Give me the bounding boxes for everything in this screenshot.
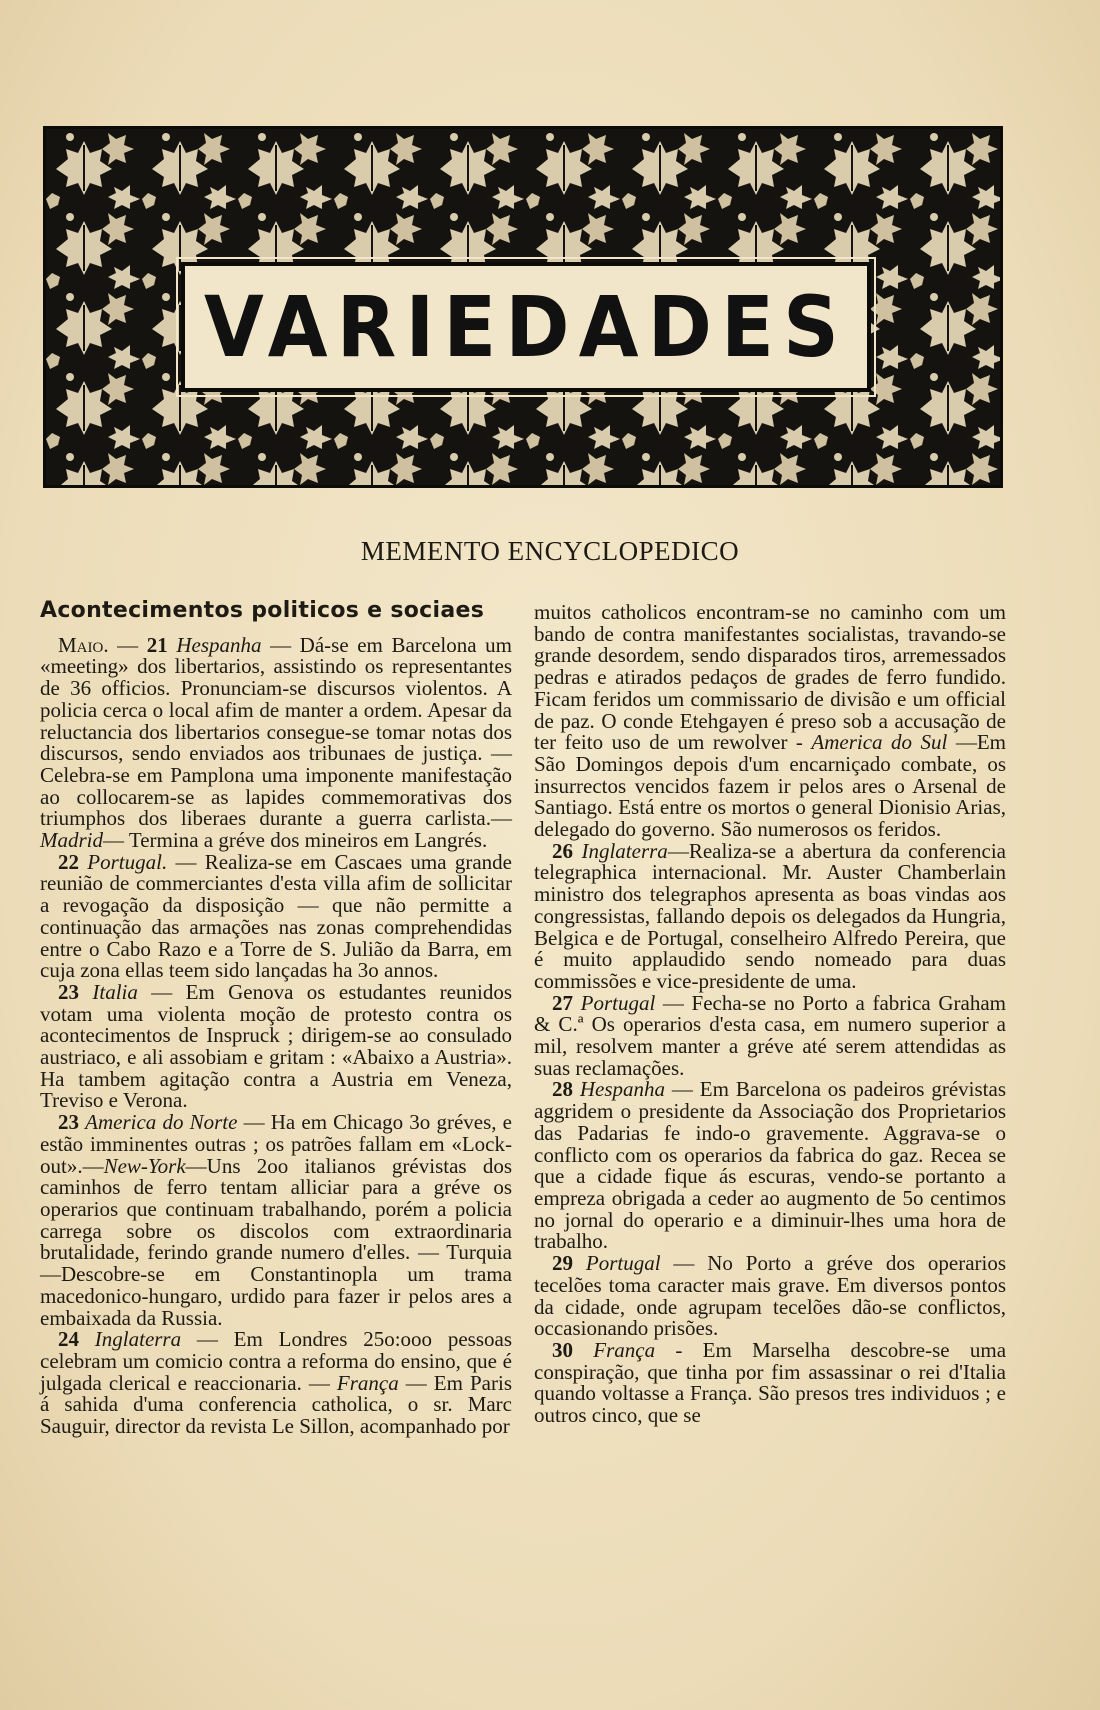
news-entry xyxy=(534,990,1007,1080)
entry-text: — Termina a gréve dos mineiros em Langrés. xyxy=(103,828,488,853)
entry-day: 23 xyxy=(58,979,93,1004)
news-entry xyxy=(534,1337,1007,1428)
news-entry xyxy=(534,602,1006,841)
entry-place: Inglaterra xyxy=(94,1327,182,1352)
entry-day: 22 xyxy=(58,849,88,874)
entry-text: — Dá-se em Barcelona um «meeting» dos libertarios, assistindo os representantes de 36 officios. Pronunciam-se discursos violentos. A policia cerca o local afim de manter a ordem. Apesar da reluctancia dos libertarios consegue-se tomar notas dos discursos, sendo enviados aos tribunaes de justiça. — Celebra-se em Pamplona uma imponente manifestação ao collocarem-se as lapides commemorativas dos triumphos dos liberaes durante a guerra carlista.— xyxy=(40,632,512,831)
entry-day: 28 xyxy=(552,1077,580,1102)
entry-text: — Em Londres 25o:ooo pessoas celebram um comicio contra a reforma do ensino, que é julgada clerical e reaccionaria. — xyxy=(40,1327,512,1395)
subheading: Acontecimentos politicos e sociaes xyxy=(40,598,485,623)
section-title: MEMENTO ENCYCLOPEDICO xyxy=(360,536,740,566)
entry-place: Portugal xyxy=(580,990,656,1015)
entry-day: 27 xyxy=(552,990,581,1015)
entry-text: muitos catholicos encontram-se no caminho com um bando de contra manifestantes socialistas, travando-se grande desordem, sendo disparados tiros, arremessados pedras e atirados pedaços de grades de ferro fundido. Ficam feridos um commissario de divisão e um official de paz. O conde Etehgayen é preso sob a accusação de ter feito uso de um rewolver - xyxy=(534,600,1006,755)
left-column xyxy=(40,600,512,1438)
entry-text: —Em São Domingos depois d'um encarniçado combate, os insurrectos vencidos fazem ir pelos ares o Arsenal de Santiago. Está entre os mortos o general Dionisio Arias, delegado do governo. São numerosos os feridos. xyxy=(534,730,1006,842)
entry-place: Italia xyxy=(92,979,138,1004)
news-entry xyxy=(40,1112,512,1329)
news-entry xyxy=(40,849,512,983)
entry-place: Madrid xyxy=(40,828,103,853)
entry-place: Inglaterra xyxy=(581,838,668,863)
entry-place: Portugal. xyxy=(87,849,168,874)
entry-text: - Em Marselha descobre-se uma conspiração, que tinha por fim assassinar o rei d'Italia quando voltasse a França. São presos tres individuos ; e outros cinco, que se xyxy=(534,1337,1007,1428)
entry-day: 23 xyxy=(58,1110,86,1135)
entry-text: — Ha em Chicago 3o gréves, e estão imminentes outras ; os patrões fallam em «Lock-out».— xyxy=(40,1110,512,1178)
entry-day: 24 xyxy=(58,1327,95,1352)
entry-text: — Em Paris á sahida d'uma conferencia catholica, o sr. Marc Sauguir, director da revista Le Sillon, acompanhado por xyxy=(40,1370,512,1439)
news-entry xyxy=(534,1079,1006,1253)
entry-text: — No Porto a gréve dos operarios tecelões toma caracter mais grave. Em diversos pontos da cidade, onde agrupam tecelões dão-se conflictos, occasionando prisões. xyxy=(534,1251,1007,1341)
news-entry xyxy=(534,838,1007,993)
entry-text: —Realiza-se a abertura da conferencia telegraphica internacional. Mr. Auster Chamberlain ministro dos telegraphos apresenta as boas vindas aos congressistas, fallando depois os delegados da Hungria, Belgica e de Portugal, conselheiro Alfredo Pereira, que é muito applaudido sendo nomeado para duas commissões e vice-presidente de uma. xyxy=(534,838,1007,993)
right-entries xyxy=(534,602,1006,1427)
banner-title-box xyxy=(181,262,871,392)
news-entry xyxy=(40,632,512,853)
entry-text: — Em Genova os estudantes reunidos votam uma violenta moção de protesto contra os acontecimentos de Inspruck ; dirigem-se ao consulado austriaco, e ali assobiam e gritam : «Abaixo a Austria». Ha tambem agitação contra a Austria em Veneza, Treviso e Verona. xyxy=(40,979,512,1113)
banner-title: VARIEDADES xyxy=(204,278,849,376)
entry-place: França xyxy=(336,1370,399,1395)
news-entry xyxy=(40,979,512,1113)
entry-month: Maio. — xyxy=(58,632,147,657)
header-banner xyxy=(43,126,1003,488)
news-entry xyxy=(40,1329,512,1438)
entry-place: Portugal xyxy=(585,1251,661,1276)
entry-place: New-York xyxy=(103,1153,186,1178)
entry-place: Hespanha xyxy=(176,632,262,657)
entry-day: 30 xyxy=(552,1337,594,1362)
entry-place: America do Sul xyxy=(811,730,948,755)
entry-text: — Em Barcelona os padeiros grévistas aggridem o presidente da Associação dos Proprietarios das Padarias fe indo-o gravemente. Aggrava-se o conflicto com os operarios da fabrica do gaz. Recea se que a cidade fique ás escuras, vendo-se portanto a empreza obrigada a ceder ao augmento de 5o centimos no jornal do operario e a diminuir-lhes uma hora de trabalho. xyxy=(534,1077,1006,1254)
entry-place: Hespanha xyxy=(579,1077,666,1102)
entry-place: França xyxy=(593,1337,656,1362)
entry-day: 29 xyxy=(552,1251,586,1276)
entry-text: —Uns 2oo italianos grévistas dos caminhos de ferro tentam alliciar para a gréve os operarios que continuam trabalhando, porém a policia carrega sobre os discolos com extraordinaria brutalidade, ferindo grande numero d'elles. — Turquia—Descobre-se em Constantinopla um trama macedonico-hungaro, urdido para fazer ir pelos ares a embaixada da Russia. xyxy=(40,1153,512,1330)
left-entries xyxy=(40,632,512,1439)
entry-day: 26 xyxy=(552,838,582,863)
entry-text: — Realiza-se em Cascaes uma grande reunião de commerciantes d'esta villa afim de sollicitar a revogação da disposição — que não permitte a continuação das armações nas zonas comprehendidas entre o Cabo Razo e a Torre de S. Julião da Barra, em cuja zona ellas teem sido lançadas ha 3o annos. xyxy=(40,849,512,983)
entry-day: 21 xyxy=(146,632,177,657)
right-column xyxy=(534,602,1006,1427)
news-entry xyxy=(534,1253,1006,1340)
entry-place: America do Norte xyxy=(85,1110,238,1135)
entry-text: — Fecha-se no Porto a fabrica Graham & C.ª Os operarios d'esta casa, em numero superior a mil, resolvem manter a gréve até serem attendidas as suas reclamações. xyxy=(534,990,1007,1080)
